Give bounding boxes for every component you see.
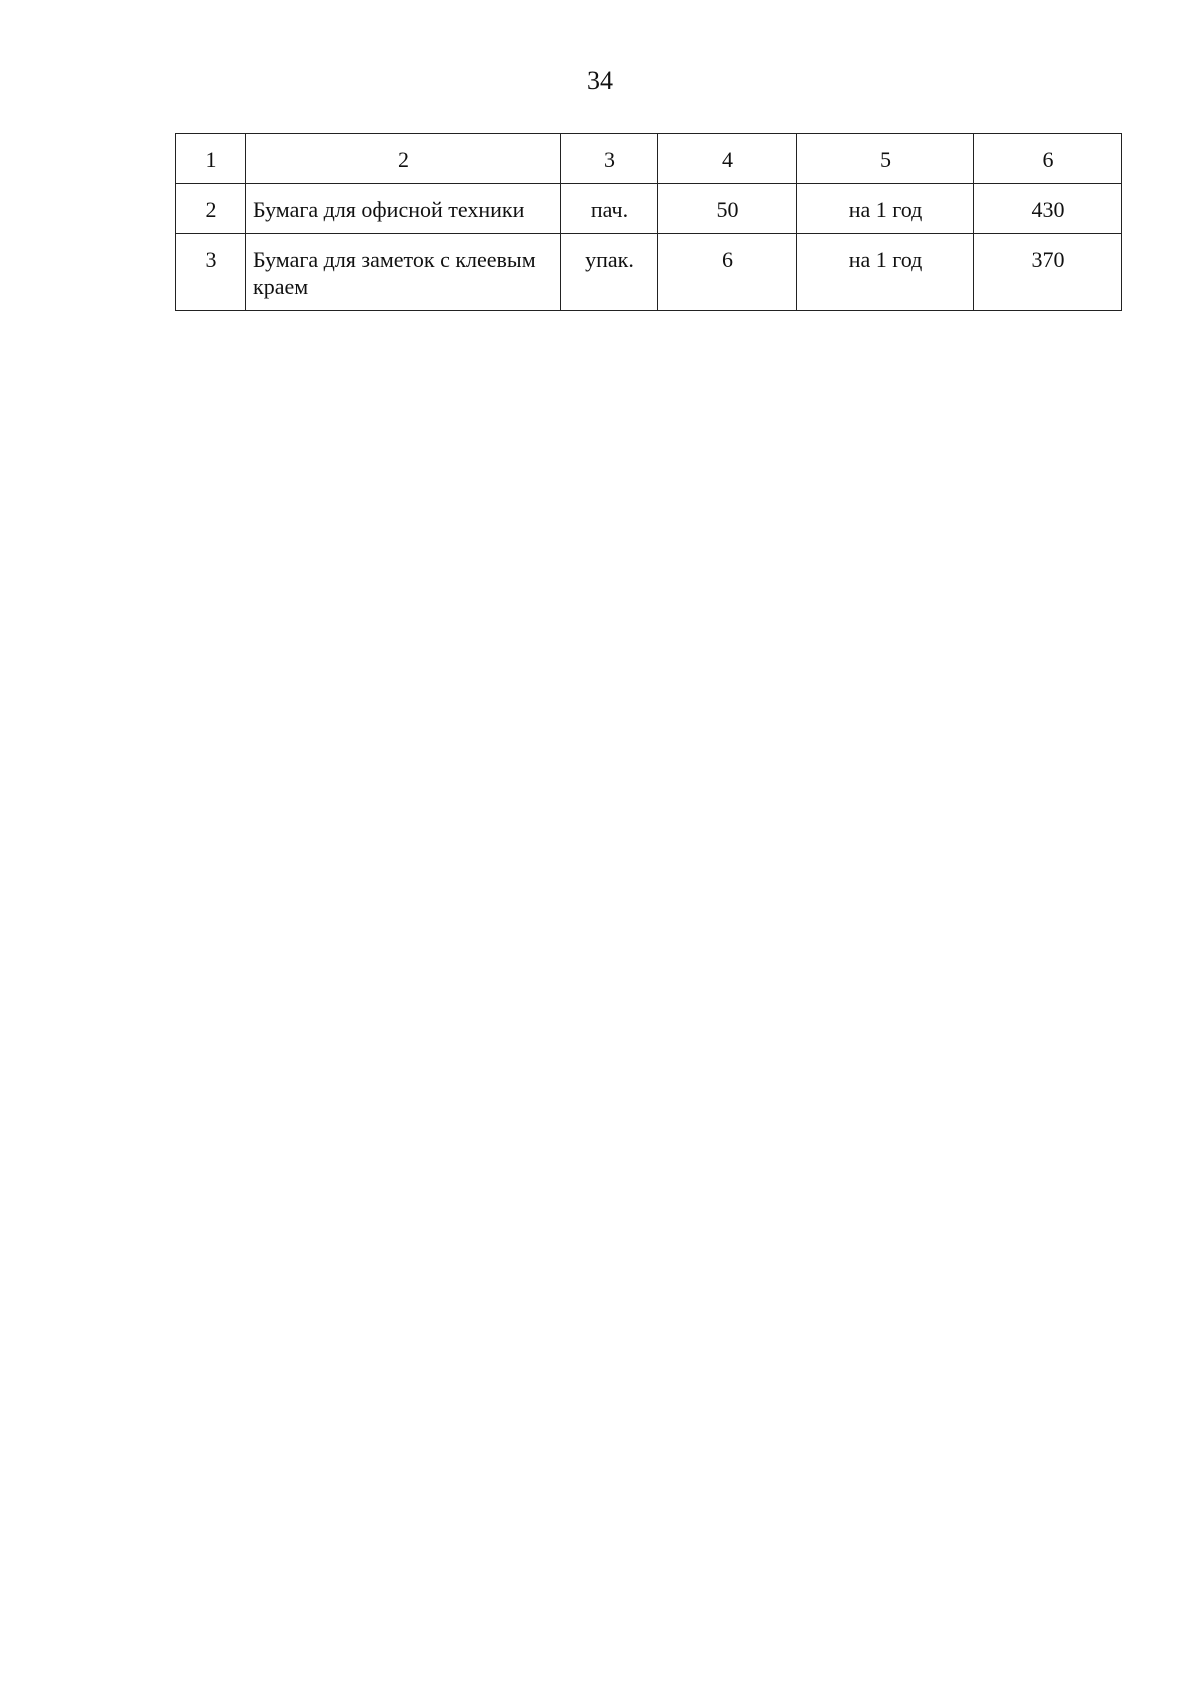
period-cell: на 1 год xyxy=(797,184,974,234)
quantity-cell: 6 xyxy=(658,234,797,311)
unit-cell: упак. xyxy=(561,234,658,311)
header-cell: 6 xyxy=(974,134,1122,184)
quantity-cell: 50 xyxy=(658,184,797,234)
supplies-table xyxy=(175,133,1122,311)
header-cell: 4 xyxy=(658,134,797,184)
period-cell: на 1 год xyxy=(797,234,974,311)
price-cell: 370 xyxy=(974,234,1122,311)
table-row xyxy=(176,234,1122,311)
header-cell: 1 xyxy=(176,134,246,184)
unit-cell: пач. xyxy=(561,184,658,234)
page-number: 34 xyxy=(587,66,613,95)
row-number-cell: 3 xyxy=(176,234,246,311)
header-cell: 2 xyxy=(246,134,561,184)
item-name-cell: Бумага для заметок с клеевым краем xyxy=(246,234,561,311)
header-cell: 3 xyxy=(561,134,658,184)
row-number-cell: 2 xyxy=(176,184,246,234)
table-header-row xyxy=(176,134,1122,184)
header-cell: 5 xyxy=(797,134,974,184)
price-cell: 430 xyxy=(974,184,1122,234)
table-row xyxy=(176,184,1122,234)
item-name-cell: Бумага для офисной техники xyxy=(246,184,561,234)
